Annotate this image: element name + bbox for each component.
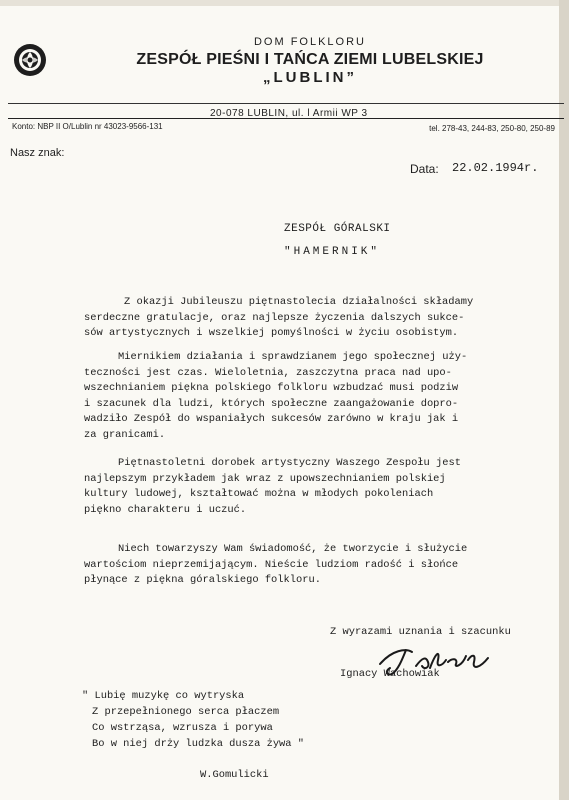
text-line: za granicami. xyxy=(84,428,166,441)
recipient-name: ZESPÓŁ GÓRALSKI xyxy=(284,223,391,235)
paper-edge-top xyxy=(0,0,569,6)
letterhead-address: 20-078 LUBLIN, ul. l Armii WP 3 xyxy=(210,108,368,119)
poem-author: W.Gomulicki xyxy=(200,769,269,781)
text-line: Miernikiem działania i sprawdzianem jego społecznej uży- xyxy=(118,351,468,363)
date-value: 22.02.1994r. xyxy=(452,161,539,175)
signer-name: Ignacy Wachowiak xyxy=(340,668,440,680)
poem-line: Z przepełnionego serca płaczem xyxy=(92,706,280,718)
text-line: Piętnastoletni dorobek artystyczny Waszego Zespołu jest xyxy=(118,457,461,469)
date-label: Data: xyxy=(410,162,439,176)
phone-numbers: tel. 278-43, 244-83, 250-80, 250-89 xyxy=(429,124,555,133)
letterhead-organization: ZESPÓŁ PIEŚNI I TAŃCA ZIEMI LUBELSKIEJ xyxy=(136,51,484,68)
poem-quote xyxy=(82,688,304,752)
text-line: wszechnianiem piękna polskiego folkloru wzbudzać musi podziw xyxy=(84,382,459,395)
text-line: Z okazji Jubileuszu piętnastolecia działalności składamy xyxy=(124,296,474,308)
letterhead-rule-bottom xyxy=(8,118,564,119)
letterhead-subtitle: DOM FOLKLORU xyxy=(253,36,366,48)
bank-account: Konto: NBP II O/Lublin nr 43023-9566-131 xyxy=(12,122,163,131)
letterhead-city-name: „LUBLIN” xyxy=(263,69,357,86)
folk-ensemble-logo-icon xyxy=(12,42,48,78)
paragraph-wishes xyxy=(84,542,544,589)
poem-line: Bo w niej drży ludzka dusza żywa " xyxy=(92,738,305,750)
paragraph-legacy xyxy=(84,456,544,518)
poem-line: " Lubię muzykę co wytryska xyxy=(82,690,245,702)
text-line: teczności jest czas. Wieloletnia, zaszczytna praca nad upo- xyxy=(84,366,452,379)
text-line: piękno charakteru i uczuć. xyxy=(84,503,247,516)
text-line: płynące z piękna góralskiego folkloru. xyxy=(84,574,321,587)
text-line: i szacunek dla ludzi, których społeczne zaangażowanie dopro- xyxy=(84,397,459,410)
text-line: wadziło Zespół do wspaniałych sukcesów zarówno w kraju jak i xyxy=(84,413,459,426)
paragraph-measure xyxy=(84,350,544,444)
letterhead-rule-top xyxy=(8,103,564,104)
text-line: wartościom nieprzemijającym. Nieście ludziom radość i słońce xyxy=(84,558,459,571)
paper-edge-right xyxy=(559,0,569,800)
text-line: Niech towarzyszy Wam świadomość, że tworzycie i służycie xyxy=(118,543,468,555)
reference-label: Nasz znak: xyxy=(10,147,65,159)
poem-line: Co wstrząsa, wzrusza i porywa xyxy=(92,722,273,734)
text-line: sów artystycznych i wszelkiej pomyślności w życiu osobistym. xyxy=(84,327,459,340)
text-line: najlepszym przykładem jak wraz z upowszechnianiem polskiej xyxy=(84,472,446,485)
text-line: serdeczne gratulacje, oraz najlepsze życzenia dalszych sukce- xyxy=(84,311,465,324)
text-line: kultury ludowej, kształtować można w młodych pokoleniach xyxy=(84,488,434,501)
recipient-ensemble: "HAMERNIK" xyxy=(284,246,381,258)
closing-phrase: Z wyrazami uznania i szacunku xyxy=(330,626,511,638)
paragraph-congratulations xyxy=(84,295,544,342)
